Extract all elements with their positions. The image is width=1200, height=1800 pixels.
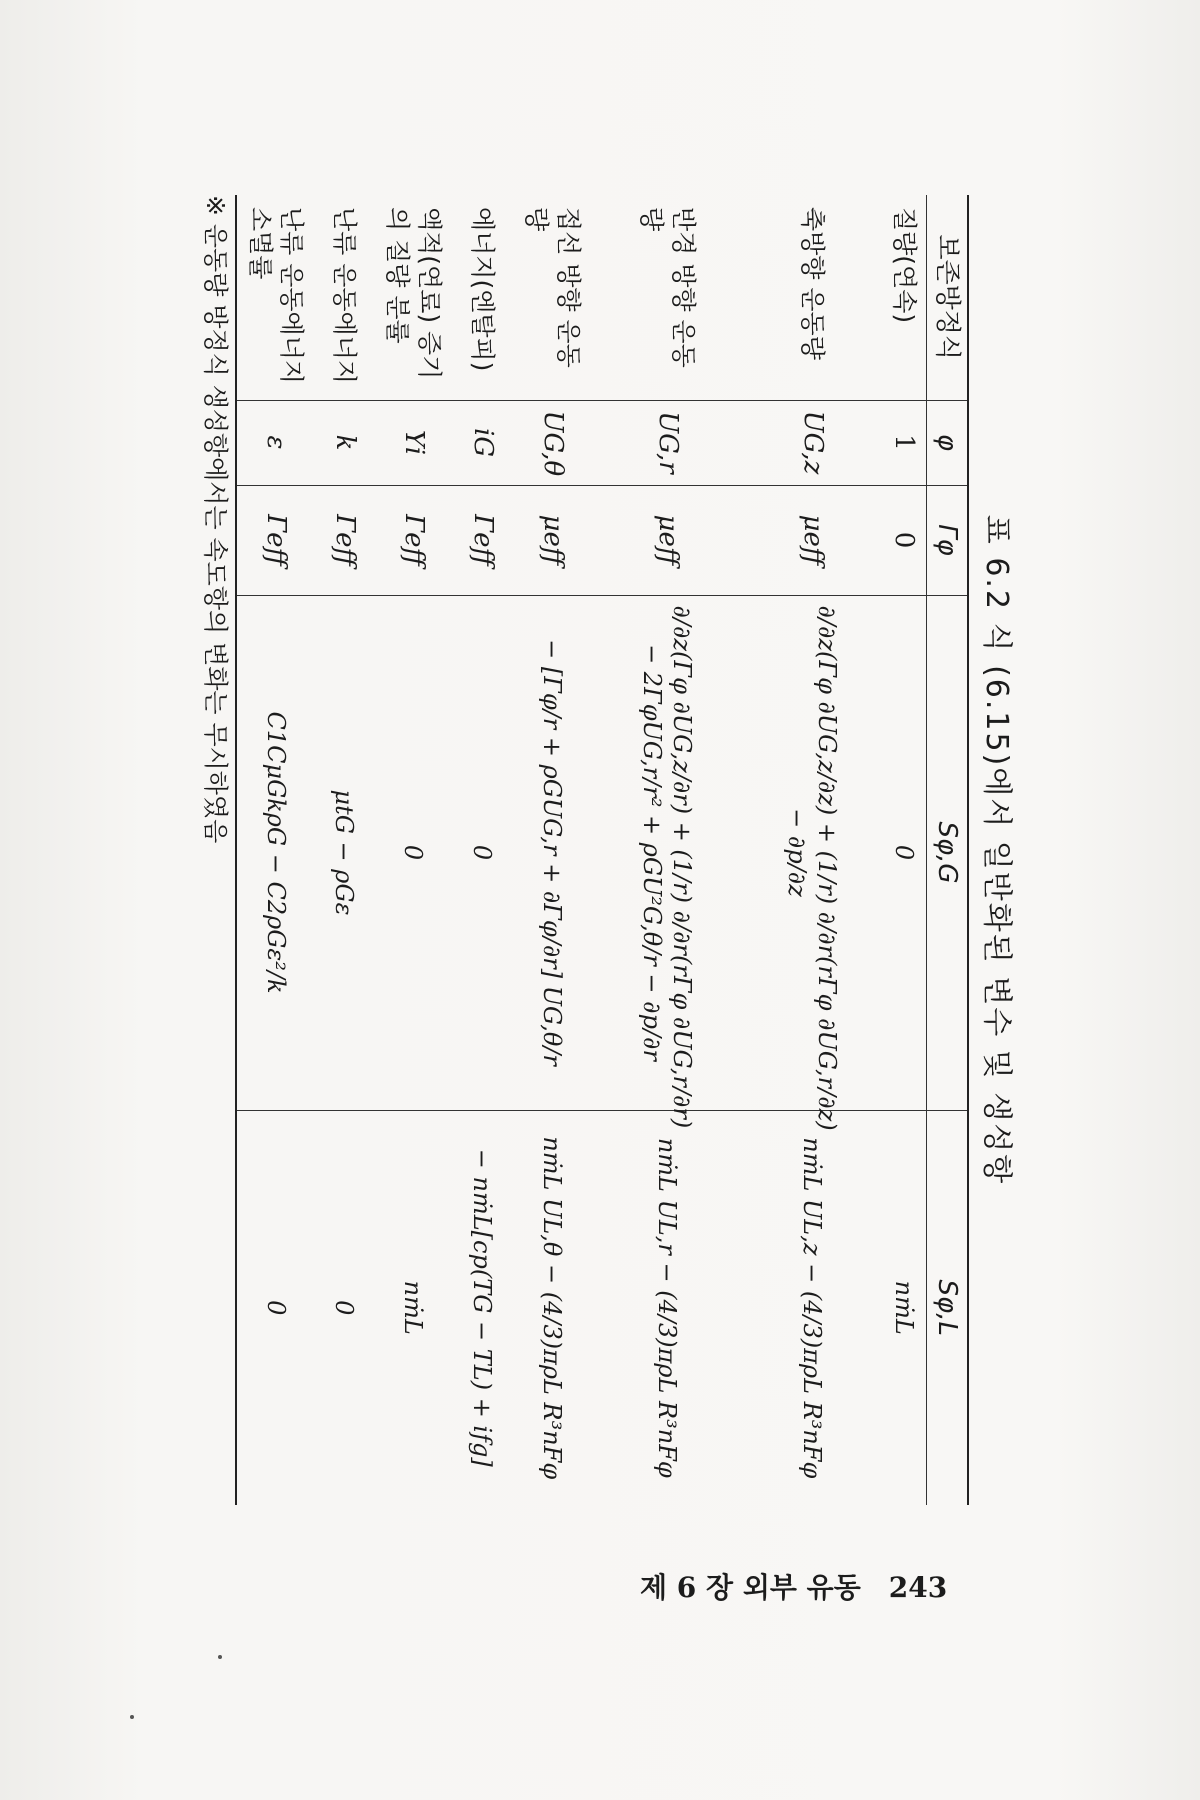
row-source-liquid: [513, 1110, 593, 1505]
scan-speck: [218, 1655, 222, 1659]
row-equation: 접선 방향 운동량: [522, 207, 583, 368]
row-phi: UG,z: [743, 400, 883, 485]
table-row: [315, 195, 375, 1505]
row-source-gas: [375, 595, 453, 1110]
row-equation: 축방향 운동량: [798, 207, 828, 360]
table-row: [883, 195, 927, 1505]
row-source-gas: [453, 595, 513, 1110]
table-row: [375, 195, 453, 1505]
page-footer: [640, 1566, 1000, 1606]
generalized-variables-table: [236, 195, 970, 1505]
row-equation: 반경 방향 운동량: [637, 207, 698, 368]
row-source-gas: [315, 595, 375, 1110]
row-equation: 질량(연속): [889, 207, 919, 324]
row-source-liquid: [375, 1110, 453, 1505]
row-phi: UG,θ: [513, 400, 593, 485]
row-source-liquid: [883, 1110, 927, 1505]
header-phi: φ: [927, 400, 969, 485]
row-source-gas: [593, 595, 743, 1129]
table-header-row: [927, 195, 969, 1505]
row-source-gas: [237, 595, 315, 1110]
source-gas-line: 0: [890, 844, 919, 861]
chapter-title: 제 6 장 외부 유동: [640, 1571, 861, 1604]
row-gamma: Γeff: [453, 485, 513, 595]
header-source-gas: Sφ,G: [927, 595, 969, 1110]
row-phi: ε: [237, 400, 315, 485]
row-gamma: 0: [883, 485, 927, 595]
source-liquid-line: nṁL UL,r − (4/3)πρL R³nFφ: [653, 1137, 682, 1478]
source-liquid-line: nṁL: [399, 1280, 428, 1335]
page-number: 243: [888, 1571, 948, 1604]
source-gas-line: 0: [468, 844, 497, 861]
scan-speck: [130, 1715, 134, 1719]
source-gas-line: − ∂p/∂z: [783, 808, 812, 897]
row-equation: 난류 운동에너지: [330, 207, 360, 384]
row-phi: UG,r: [593, 400, 743, 485]
row-source-liquid: [453, 1110, 513, 1505]
table-row: [743, 195, 883, 1505]
row-gamma: Γeff: [375, 485, 453, 595]
row-gamma: μeff: [513, 485, 593, 595]
row-source-liquid: [237, 1110, 315, 1505]
row-source-gas: [883, 595, 927, 1110]
table-caption: 표 6.2 식 (6.15)에서 일반화된 변수 및 생성항: [979, 514, 1014, 1186]
table-row: [237, 195, 315, 1505]
row-source-gas: [743, 595, 883, 1131]
table-row: [453, 195, 513, 1505]
source-gas-line: μtG − ρGε: [330, 789, 359, 916]
source-gas-line: − [Γφ/r + ρGUG,r + ∂Γφ/∂r] UG,θ/r: [538, 639, 567, 1066]
row-phi: Yi: [375, 400, 453, 485]
row-phi: k: [315, 400, 375, 485]
row-gamma: Γeff: [237, 485, 315, 595]
row-gamma: μeff: [743, 485, 883, 595]
row-source-liquid: [593, 1110, 743, 1505]
header-equation: 보존방정식: [927, 195, 969, 400]
row-gamma: Γeff: [315, 485, 375, 595]
source-liquid-line: 0: [262, 1300, 290, 1316]
row-source-liquid: [315, 1110, 375, 1505]
row-phi: 1: [883, 400, 927, 485]
table-row: [513, 195, 593, 1505]
rotated-table-block: [201, 195, 1025, 1505]
source-gas-line: ∂/∂z(Γφ ∂UG,z/∂z) + (1/r) ∂/∂r(rΓφ ∂UG,r/∂z): [813, 605, 842, 1131]
source-gas-line: ∂/∂z(Γφ ∂UG,z/∂r) + (1/r) ∂/∂r(rΓφ ∂UG,r/∂r): [668, 605, 697, 1129]
row-equation: 액적(연료) 증기의 질량 분률: [383, 207, 444, 380]
row-source-gas: [513, 595, 593, 1110]
source-liquid-line: 0: [330, 1300, 359, 1316]
source-liquid-line: nṁL UL,z − (4/3)πρL R³nFφ: [798, 1137, 827, 1479]
table-footnote: ※ 운동량 방정식 생성항에서는 속도항의 변화는 무시하였음: [201, 195, 230, 844]
source-gas-line: 0: [399, 844, 428, 861]
row-source-liquid: [743, 1110, 883, 1505]
table-row: [593, 195, 743, 1505]
source-gas-line: − 2ΓφUG,r/r² + ρGU²G,θ/r − ∂p/∂r: [638, 644, 667, 1061]
source-gas-line: C1CμGkρG − C2ρGε²/k: [262, 711, 290, 994]
row-equation: 에너지(엔탈피): [468, 207, 498, 372]
header-source-liquid: Sφ,L: [927, 1110, 969, 1505]
source-liquid-line: nṁL UL,θ − (4/3)πρL R³nFφ: [538, 1136, 567, 1480]
row-equation: 난류 운동에너지 소멸률: [246, 207, 307, 384]
header-gamma: Γφ: [927, 485, 969, 595]
source-liquid-line: − nṁL[cp(TG − TL) + ifg]: [468, 1148, 497, 1467]
row-gamma: μeff: [593, 485, 743, 595]
row-phi: iG: [453, 400, 513, 485]
source-liquid-line: nṁL: [890, 1280, 919, 1335]
